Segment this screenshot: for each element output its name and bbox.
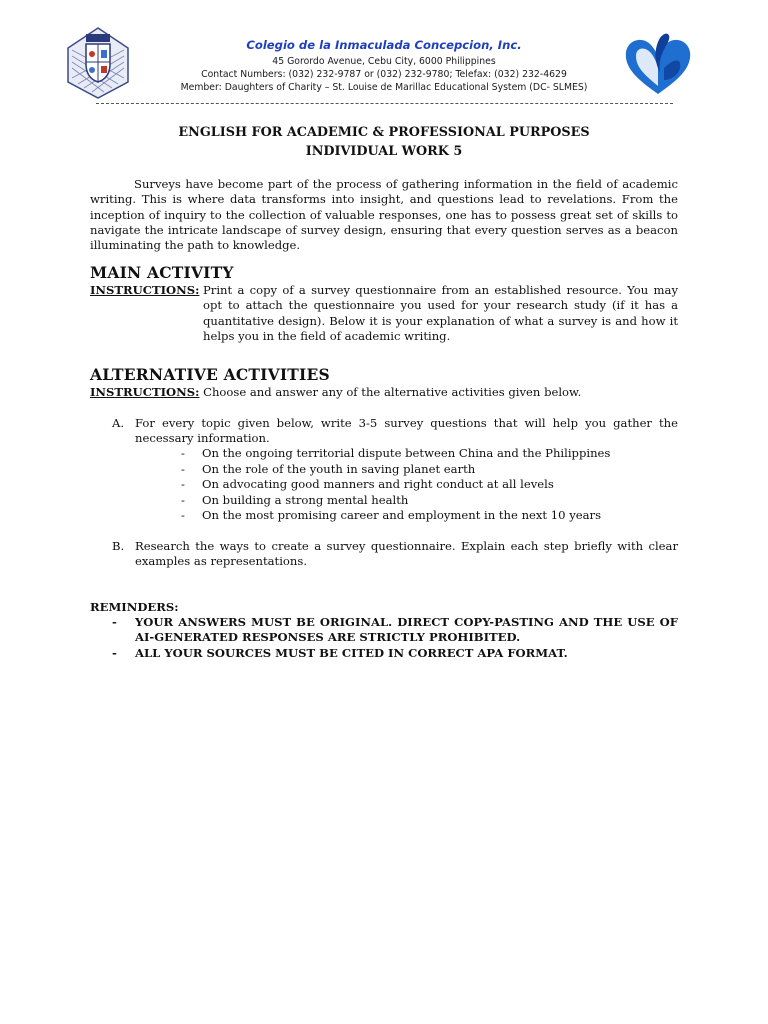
reminder-item: - ALL YOUR SOURCES MUST BE CITED IN CORRECT APA FORMAT. xyxy=(112,646,568,660)
institution-address: 45 Gorordo Avenue, Cebu City, 6000 Philippines xyxy=(272,56,496,67)
instructions-label: INSTRUCTIONS: xyxy=(90,385,200,399)
contact-numbers: Contact Numbers: (032) 232-9787 or (032) 232-9780; Telefax: (032) 232-4629 xyxy=(201,69,567,80)
document-title: ENGLISH FOR ACADEMIC & PROFESSIONAL PURPOSES xyxy=(178,125,590,140)
document-subtitle: INDIVIDUAL WORK 5 xyxy=(305,144,463,159)
list-item: - On advocating good manners and right conduct at all levels xyxy=(181,477,554,491)
intro-text: Surveys have become part of the process of gathering information in the field of academic writing. This is where data transforms into insight, and questions lead to revelations. From the inception of inquiry to the collection of valuable responses, one has to possess great set of skills to navigate the intricate landscape of survey design, ensuring that every question serves as a beacon illuminating the path to knowledge. xyxy=(90,177,678,253)
list-item: - On building a strong mental health xyxy=(181,492,409,507)
reminders-heading: REMINDERS: xyxy=(90,600,179,614)
topic-list xyxy=(178,446,678,524)
membership-line: Member: Daughters of Charity – St. Louise de Marillac Educational System (DC- SLMES) xyxy=(180,82,588,93)
list-item: - On the most promising career and employment in the next 10 years xyxy=(181,508,602,522)
item-marker: A. xyxy=(112,416,125,430)
header-divider xyxy=(96,103,673,104)
reminder-item: - YOUR ANSWERS MUST BE ORIGINAL. DIRECT COPY-PASTING AND THE USE OF AI-GENERATED RESPONSES ARE STRICTLY PROHIBITED. xyxy=(112,615,678,645)
activity-item-b xyxy=(112,539,678,570)
school-crest-logo xyxy=(66,26,130,100)
main-activity-instructions xyxy=(90,283,678,344)
institution-name: Colegio de la Inmaculada Concepcion, Inc. xyxy=(246,38,522,52)
intro-paragraph xyxy=(90,177,678,253)
list-item: - On the ongoing territorial dispute between China and the Philippines xyxy=(181,446,611,460)
daughters-of-charity-logo xyxy=(620,28,696,100)
instructions-label: INSTRUCTIONS: xyxy=(90,283,200,297)
item-text: Research the ways to create a survey questionnaire. Explain each step briefly with clear examples as representations. xyxy=(135,539,678,569)
activity-item-a xyxy=(112,416,678,447)
alternative-activities-heading: ALTERNATIVE ACTIVITIES xyxy=(90,365,330,384)
alternative-instructions xyxy=(90,385,678,400)
item-text: For every topic given below, write 3-5 survey questions that will help you gather the necessary information. xyxy=(135,416,678,446)
instructions-text: Choose and answer any of the alternative activities given below. xyxy=(199,385,582,399)
instructions-text: Print a copy of a survey questionnaire from an established resource. You may opt to attach the questionnaire you used for your research study (if it has a quantitative design). Below it is your explanation of what a survey is and how it helps you in the field of academic writing. xyxy=(203,283,678,343)
main-activity-heading: MAIN ACTIVITY xyxy=(90,263,234,282)
item-marker: B. xyxy=(112,539,125,553)
list-item: - On the role of the youth in saving planet earth xyxy=(181,461,476,476)
